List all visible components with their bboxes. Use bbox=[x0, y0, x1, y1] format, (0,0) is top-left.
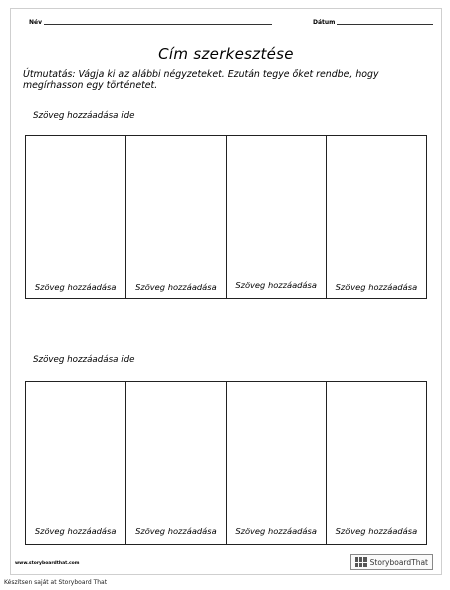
panel-row-2 bbox=[25, 381, 427, 545]
made-with-caption[interactable]: Készítsen saját at Storyboard That bbox=[4, 579, 108, 586]
name-label: Név bbox=[29, 19, 43, 26]
section-label-2[interactable]: Szöveg hozzáadása ide bbox=[33, 355, 135, 365]
panel-caption[interactable]: Szöveg hozzáadása bbox=[335, 282, 418, 292]
panel-cell[interactable] bbox=[326, 381, 427, 545]
panel-cell[interactable] bbox=[226, 381, 327, 545]
logo-grid-icon bbox=[355, 557, 367, 567]
date-label: Dátum bbox=[313, 19, 336, 26]
panel-caption[interactable]: Szöveg hozzáadása bbox=[135, 282, 217, 292]
panel-cell[interactable] bbox=[125, 381, 226, 545]
logo-text: StoryboardThat bbox=[369, 557, 428, 567]
panel-cell[interactable] bbox=[226, 135, 327, 299]
panel-caption[interactable]: Szöveg hozzáadása bbox=[34, 526, 117, 536]
instructions-text: Útmutatás: Vágja ki az alábbi négyzeteket. Ezután tegye őket rendbe, hogy megírhasson egy történetet. bbox=[23, 69, 379, 91]
panel-caption[interactable]: Szöveg hozzáadása bbox=[34, 282, 117, 292]
section-label-1[interactable]: Szöveg hozzáadása ide bbox=[33, 111, 135, 121]
panel-cell[interactable] bbox=[326, 135, 427, 299]
panel-cell[interactable] bbox=[125, 135, 226, 299]
storyboardthat-logo[interactable] bbox=[350, 554, 433, 570]
footer-url[interactable]: www.storyboardthat.com bbox=[15, 561, 80, 566]
panel-caption[interactable]: Szöveg hozzáadása bbox=[135, 526, 217, 536]
panel-caption[interactable]: Szöveg hozzáadása bbox=[235, 280, 317, 290]
panel-cell[interactable] bbox=[25, 381, 126, 545]
page-title[interactable]: Cím szerkesztése bbox=[158, 45, 294, 63]
panel-row-1 bbox=[25, 135, 427, 299]
date-field-line[interactable] bbox=[337, 24, 433, 25]
panel-caption[interactable]: Szöveg hozzáadása bbox=[235, 526, 317, 536]
panel-cell[interactable] bbox=[25, 135, 126, 299]
worksheet-page bbox=[10, 8, 442, 575]
panel-caption[interactable]: Szöveg hozzáadása bbox=[335, 526, 418, 536]
name-field-line[interactable] bbox=[44, 24, 272, 25]
